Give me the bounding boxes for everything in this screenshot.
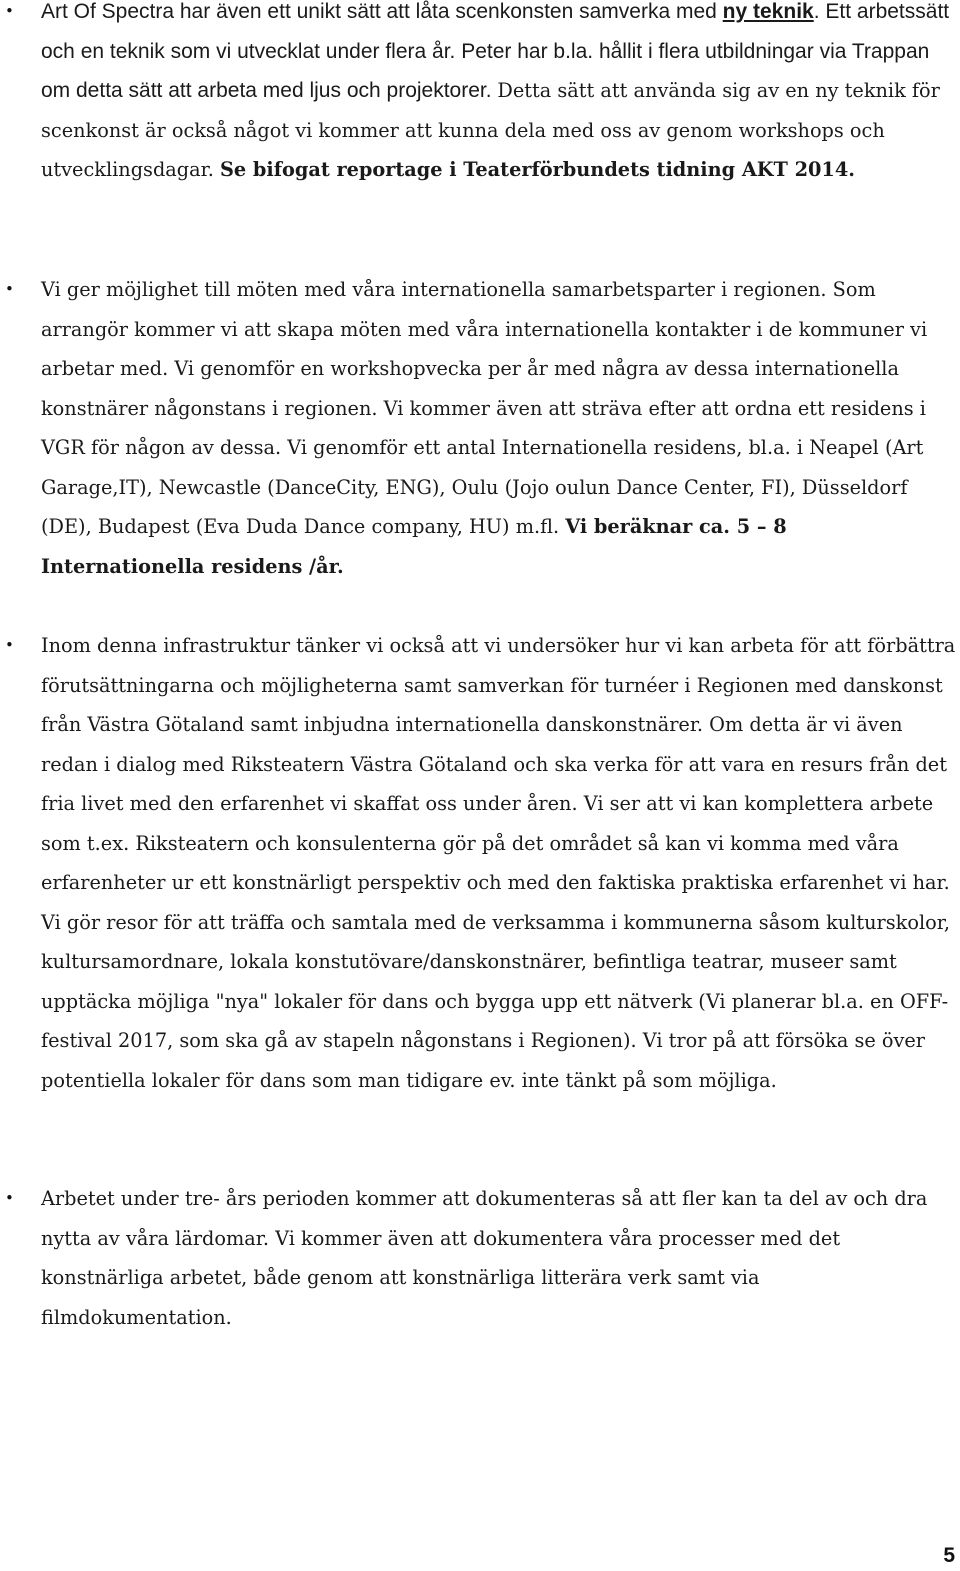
- bold-text: Vi beräknar ca. 5 – 8 Internationella residens /år.: [41, 515, 787, 578]
- paragraph: [41, 1179, 956, 1337]
- paragraph: [41, 0, 956, 190]
- paragraph-text: Arbetet under tre- års perioden kommer att dokumenteras så att fler kan ta del av och dra nytta av våra lärdomar. Vi kommer även att dokumentera våra processer med det konstnärliga arbetet, både genom att konstnärliga litterära verk samt via filmdokumentation.: [41, 1187, 928, 1329]
- paragraph: [41, 626, 956, 1100]
- bullet-icon: •: [5, 280, 14, 298]
- emphasis-link-text: ny teknik: [722, 0, 814, 23]
- paragraph-text: Detta sätt att använda sig av en ny teknik för scenkonst är också något vi kommer att kunna dela med oss av genom workshops och utvecklingsdagar.: [41, 79, 940, 181]
- bullet-icon: •: [5, 636, 14, 654]
- paragraph: [41, 270, 956, 586]
- page-number: 5: [943, 1544, 955, 1567]
- bullet-icon: •: [5, 1189, 14, 1207]
- bold-text: Se bifogat reportage i Teaterförbundets tidning AKT 2014.: [219, 158, 855, 181]
- paragraph-text: . Ett arbetssätt och en teknik som vi utvecklat under flera år. Peter har b.la. hållit i flera utbildningar via Trappan om detta sätt att arbeta med ljus och projektorer.: [41, 0, 950, 102]
- paragraph-text: Vi ger möjlighet till möten med våra internationella samarbetsparter i regionen. Som arrangör kommer vi att skapa möten med våra internationella kontakter i de kommuner vi arbetar med. Vi genomför en workshopvecka per år med några av dessa internationella konstnärer någonstans i regionen. Vi kommer även att sträva efter att ordna ett residens i VGR för någon av dessa. Vi genomför ett antal Internationella residens, bl.a. i Neapel (Art Garage,IT), Newcastle (DanceCity, ENG), Oulu (Jojo oulun Dance Center, FI), Düsseldorf (DE), Budapest (Eva Duda Dance company, HU) m.fl.: [41, 278, 928, 538]
- bullet-icon: •: [5, 2, 14, 20]
- paragraph-text: Art Of Spectra har även ett unikt sätt att låta scenkonsten samverka med: [41, 0, 723, 23]
- paragraph-text: Inom denna infrastruktur tänker vi också att vi undersöker hur vi kan arbeta för att förbättra förutsättningarna och möjligheterna samt samverkan för turnéer i Regionen med danskonst från Västra Götaland samt inbjudna internationella danskonstnärer. Om detta är vi även redan i dialog med Riksteatern Västra Götaland och ska verka för att vara en resurs från det fria livet med den erfarenhet vi skaffat oss under åren. Vi ser att vi kan komplettera arbete som t.ex. Riksteatern och konsulenterna gör på det området så kan vi komma med våra erfarenheter ur ett konstnärligt perspektiv och med den faktiska praktiska erfarenhet vi har. Vi gör resor för att träffa och samtala med de verksamma i kommunerna såsom kulturskolor, kultursamordnare, lokala konstutövare/danskonstnärer, befintliga teatrar, museer samt upptäcka möjliga "nya" lokaler för dans och bygga upp ett nätverk (Vi planerar bl.a. en OFF-festival 2017, som ska gå av stapeln någonstans i Regionen). Vi tror på att försöka se över potentiella lokaler för dans som man tidigare ev. inte tänkt på som möjliga.: [41, 634, 956, 1092]
